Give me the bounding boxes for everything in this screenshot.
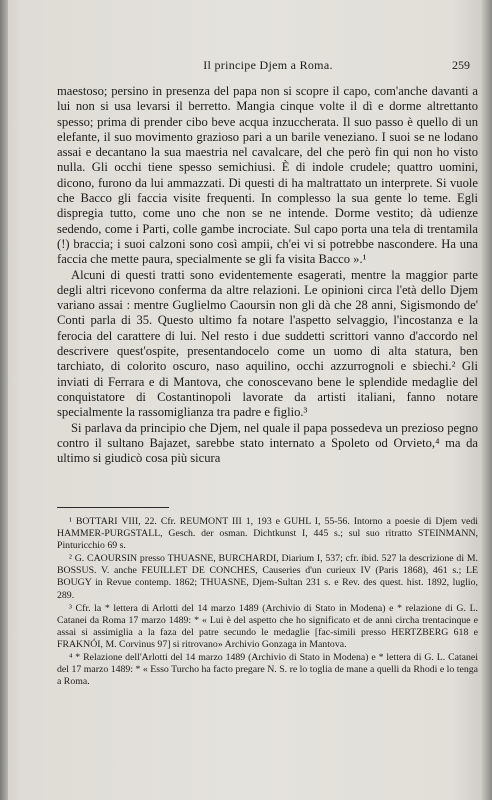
running-title: Il principe Djem a Roma. [203, 58, 333, 72]
page-left-shadow [0, 0, 8, 800]
footnote: ³ Cfr. la * lettera di Arlotti del 14 marzo 1489 (Archivio di Stato in Modena) e * relazione di G. L. Catanei da Roma 17 marzo 1489: * « Lui è del aspetto che ho significato et de anni circha trentacinque e assai si assimiglia a la faza del patre secundo le medaglie [fac-simili presso HERTZBERG 618 e FRAKNÓI, M. Corvinus 97] si ritrovano» Archivio Gonzaga in Mantova. [57, 602, 478, 650]
footnote: ² G. CAOURSIN presso THUASNE, BURCHARDI, Diarium I, 537; cfr. ibid. 527 la descrizione di M. BOSSUS. V. anche FEUILLET DE CONCHES, Causeries d'un curieux IV (Paris 1868), 461 s.; LE BOUGY in Revue contemp. 1862; THUASNE, Djem-Sultan 231 s. e Rev. des quest. hist. 1892, luglio, 289. [57, 553, 478, 601]
running-header [60, 58, 476, 74]
footnote: ¹ BOTTARI VIII, 22. Cfr. REUMONT III 1, 193 e GUHL I, 55-56. Intorno a poesie di Djem vedi HAMMER-PURGSTALL, Gesch. der osman. Dichtkunst I, 445 s.; sul suo ritratto STEINMANN, Pinturicchio 69 s. [57, 516, 478, 552]
footnote: ⁴ * Relazione dell'Arlotti del 14 marzo 1489 (Archivio di Stato in Modena) e * lettera di G. L. Catanei del 17 marzo 1489: * « Esso Turcho ha facto pregare N. S. re lo toglia de mane a quelli da Rhodi e lo tenga a Roma. [57, 652, 478, 688]
paragraph: Si parlava da principio che Djem, nel quale il papa possedeva un prezioso pegno contro il sultano Bajazet, sarebbe stato internato a Spoleto od Orvieto,⁴ ma da ultimo si giudicò cosa più sicura [57, 420, 478, 466]
paragraph: Alcuni di questi tratti sono evidentemente esagerati, mentre la maggior parte degli altri ricevono conferma da altre relazioni. Le opinioni circa l'età dello Djem variano assai : mentre Guglielmo Caoursin non gli dà che 28 anni, Sigismondo de' Conti parla di 35. Questo ultimo fa notare l'aspetto selvaggio, l'incostanza e la ferocia del carattere di lui. Nel resto i due suddetti scrittori vanno d'accordo nel descrivere quest'ospite, presentandocelo come un uomo di alta statura, ben tarchiato, di colorito oscuro, naso aquilino, occhi azzurrognoli e sbiechi.² Gli inviati di Ferrara e di Mantova, che conoscevano bene le splendide medaglie del conquistatore di Costantinopoli lavorate da artisti italiani, fanno notare specialmente la rassomiglianza tra padre e figlio.³ [57, 267, 478, 420]
paragraph: maestoso; persino in presenza del papa non si scopre il capo, com'anche davanti a lui non si usa levarsi il berretto. Mangia cinque volte il dì e dorme altrettanto spesso; prima di prender cibo beve acqua inzuccherata. Il suo passo è quello di un elefante, il suo movimento grazioso pari a un barile veneziano. I suoi se ne lodano assai e decantano la sua maestria nel cavalcare, del che però fin qui non ho visto nulla. Gli occhi tiene spesso semichiusi. È di indole crudele; quattro uomini, dicono, furono da lui ammazzati. Di questi di ha maltrattato un interprete. Si vuole che Bacco gli faccia visite frequenti. In complesso la sua gente lo teme. Egli dispregia tutto, come uno che non se ne intende. Dorme vestito; dà udienze sedendo, come i Parti, colle gambe incrociate. Sul capo porta una tela di trentamila (!) braccia; i suoi calzoni sono così ampii, ch'ei vi si potrebbe nascondere. Ha una faccia che mette paura, specialmente se gli fa visita Bacco ».¹ [57, 84, 478, 267]
page-number: 259 [452, 58, 470, 72]
footnotes [57, 516, 478, 689]
page-right-shadow [482, 0, 492, 800]
footnote-divider [57, 507, 169, 508]
main-text [57, 84, 478, 466]
